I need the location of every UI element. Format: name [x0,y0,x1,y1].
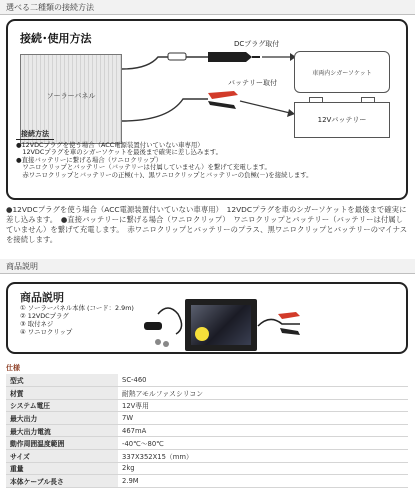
spec-table [6,374,408,488]
cable-connector-icon [168,53,186,60]
connection-method-line: 12VDCプラグを車のシガーソケットを最後まで確実に差し込みます。 [16,148,223,156]
spec-value: 2kg [118,462,408,475]
connection-method-line: ●12VDCプラグを使う場合（ACC電源装置付いていない車専用） [16,140,204,149]
connection-method-line: 赤ワニロクリップとバッテリーの正極(＋)、黒ワニロクリップとバッテリーの負極(－)を接続します。 [16,170,313,179]
red-clip-icon [208,91,238,99]
connection-method [16,130,400,196]
spec-value: 2.9M [118,475,408,488]
table-row [6,399,408,412]
screw-icon [155,339,161,345]
battery-label: 12Vバッテリー [317,116,367,124]
product-solar-panel-image [185,299,257,351]
black-clip-icon [208,101,236,109]
section-header-product: 商品説明 [0,259,415,274]
clip-cable-icon [258,319,300,326]
spec-value: 耐熱アモルファスシリコン [118,387,408,400]
spec-key: 重量 [6,462,118,475]
solar-panel-label: ソーラーパネル [46,92,96,100]
product-item: ② 12VDCプラグ [20,312,69,320]
product-red-clip-icon [278,312,300,319]
cable-to-dc-plug [122,57,208,69]
spec-key: システム電圧 [6,399,118,412]
dc-plug-label: DCプラグ取付 [234,40,280,48]
product-item: ④ ワニロクリップ [20,328,73,336]
table-row [6,450,408,463]
product-black-clip-icon [280,328,300,335]
dc-plug-icon [208,52,252,62]
spec-value: 337X352X15（mm） [118,450,408,463]
table-row [6,374,408,387]
spec-value: SC-460 [118,374,408,387]
spec-value: 467mA [118,424,408,437]
spec-key: 動作周囲温度範囲 [6,437,118,450]
diagram-title: 接続･使用方法 [20,32,92,45]
battery-clip-label: バッテリー取付 [228,79,277,87]
spec-key: サイズ [6,450,118,463]
connection-diagram [6,19,408,200]
spec-value: 7W [118,412,408,425]
product-item: ③ 取付ネジ [20,320,54,328]
connection-method-line: ●直接バッテリーに繋げる場合（ワニロクリップ） [16,155,162,164]
spec-key: 最大出力電流 [6,424,118,437]
spec-key: 材質 [6,387,118,400]
car-socket-illustration [294,51,390,93]
spec-caption: 仕様 [6,364,20,372]
connection-method-title: 接続方法 [16,130,54,140]
spec-value: -40℃〜80℃ [118,437,408,450]
spec-key: 最大出力 [6,412,118,425]
spec-value: 12V専用 [118,399,408,412]
cable-to-clips [122,99,208,121]
table-row [6,475,408,488]
dc-plug-cable-icon [158,308,182,334]
product-dc-plug-icon [144,322,162,330]
table-row [6,462,408,475]
car-socket-label: 車両内シガーソケット [312,70,372,77]
screw-icon [163,341,169,347]
product-title: 商品説明 [20,291,64,304]
connection-method-line: ワニロクリップとバッテリー（バッテリーは付属していません）を繋げて充電します。 [16,163,271,171]
product-item: ① ソーラーパネル本体 (コード：2.9m) [20,304,134,312]
arrow-to-battery-icon [240,101,290,113]
section-header-connection: 選べる二種類の接続方法 [0,0,415,15]
table-row [6,387,408,400]
table-row [6,437,408,450]
spec-key: 型式 [6,374,118,387]
connection-description: ●12VDCプラグを使う場合（ACC電源装置付いていない車専用） 12VDCプラグを車のシガーソケットを最後まで確実に差し込みます。 ●直接バッテリーに繋げる場合（ワニロクリップ） ワニロクリップとバッテリー（バッテリーは付属していません）を繋げて充電します。 赤ワニロクリップとバッテリーのプラス、黒ワニロクリップとバッテリーのマイナスを接続します。 [6,205,408,244]
sun-reflection-icon [195,327,209,341]
table-row [6,424,408,437]
product-contents [6,282,408,354]
table-row [6,412,408,425]
spec-key: 本体ケーブル長さ [6,475,118,488]
